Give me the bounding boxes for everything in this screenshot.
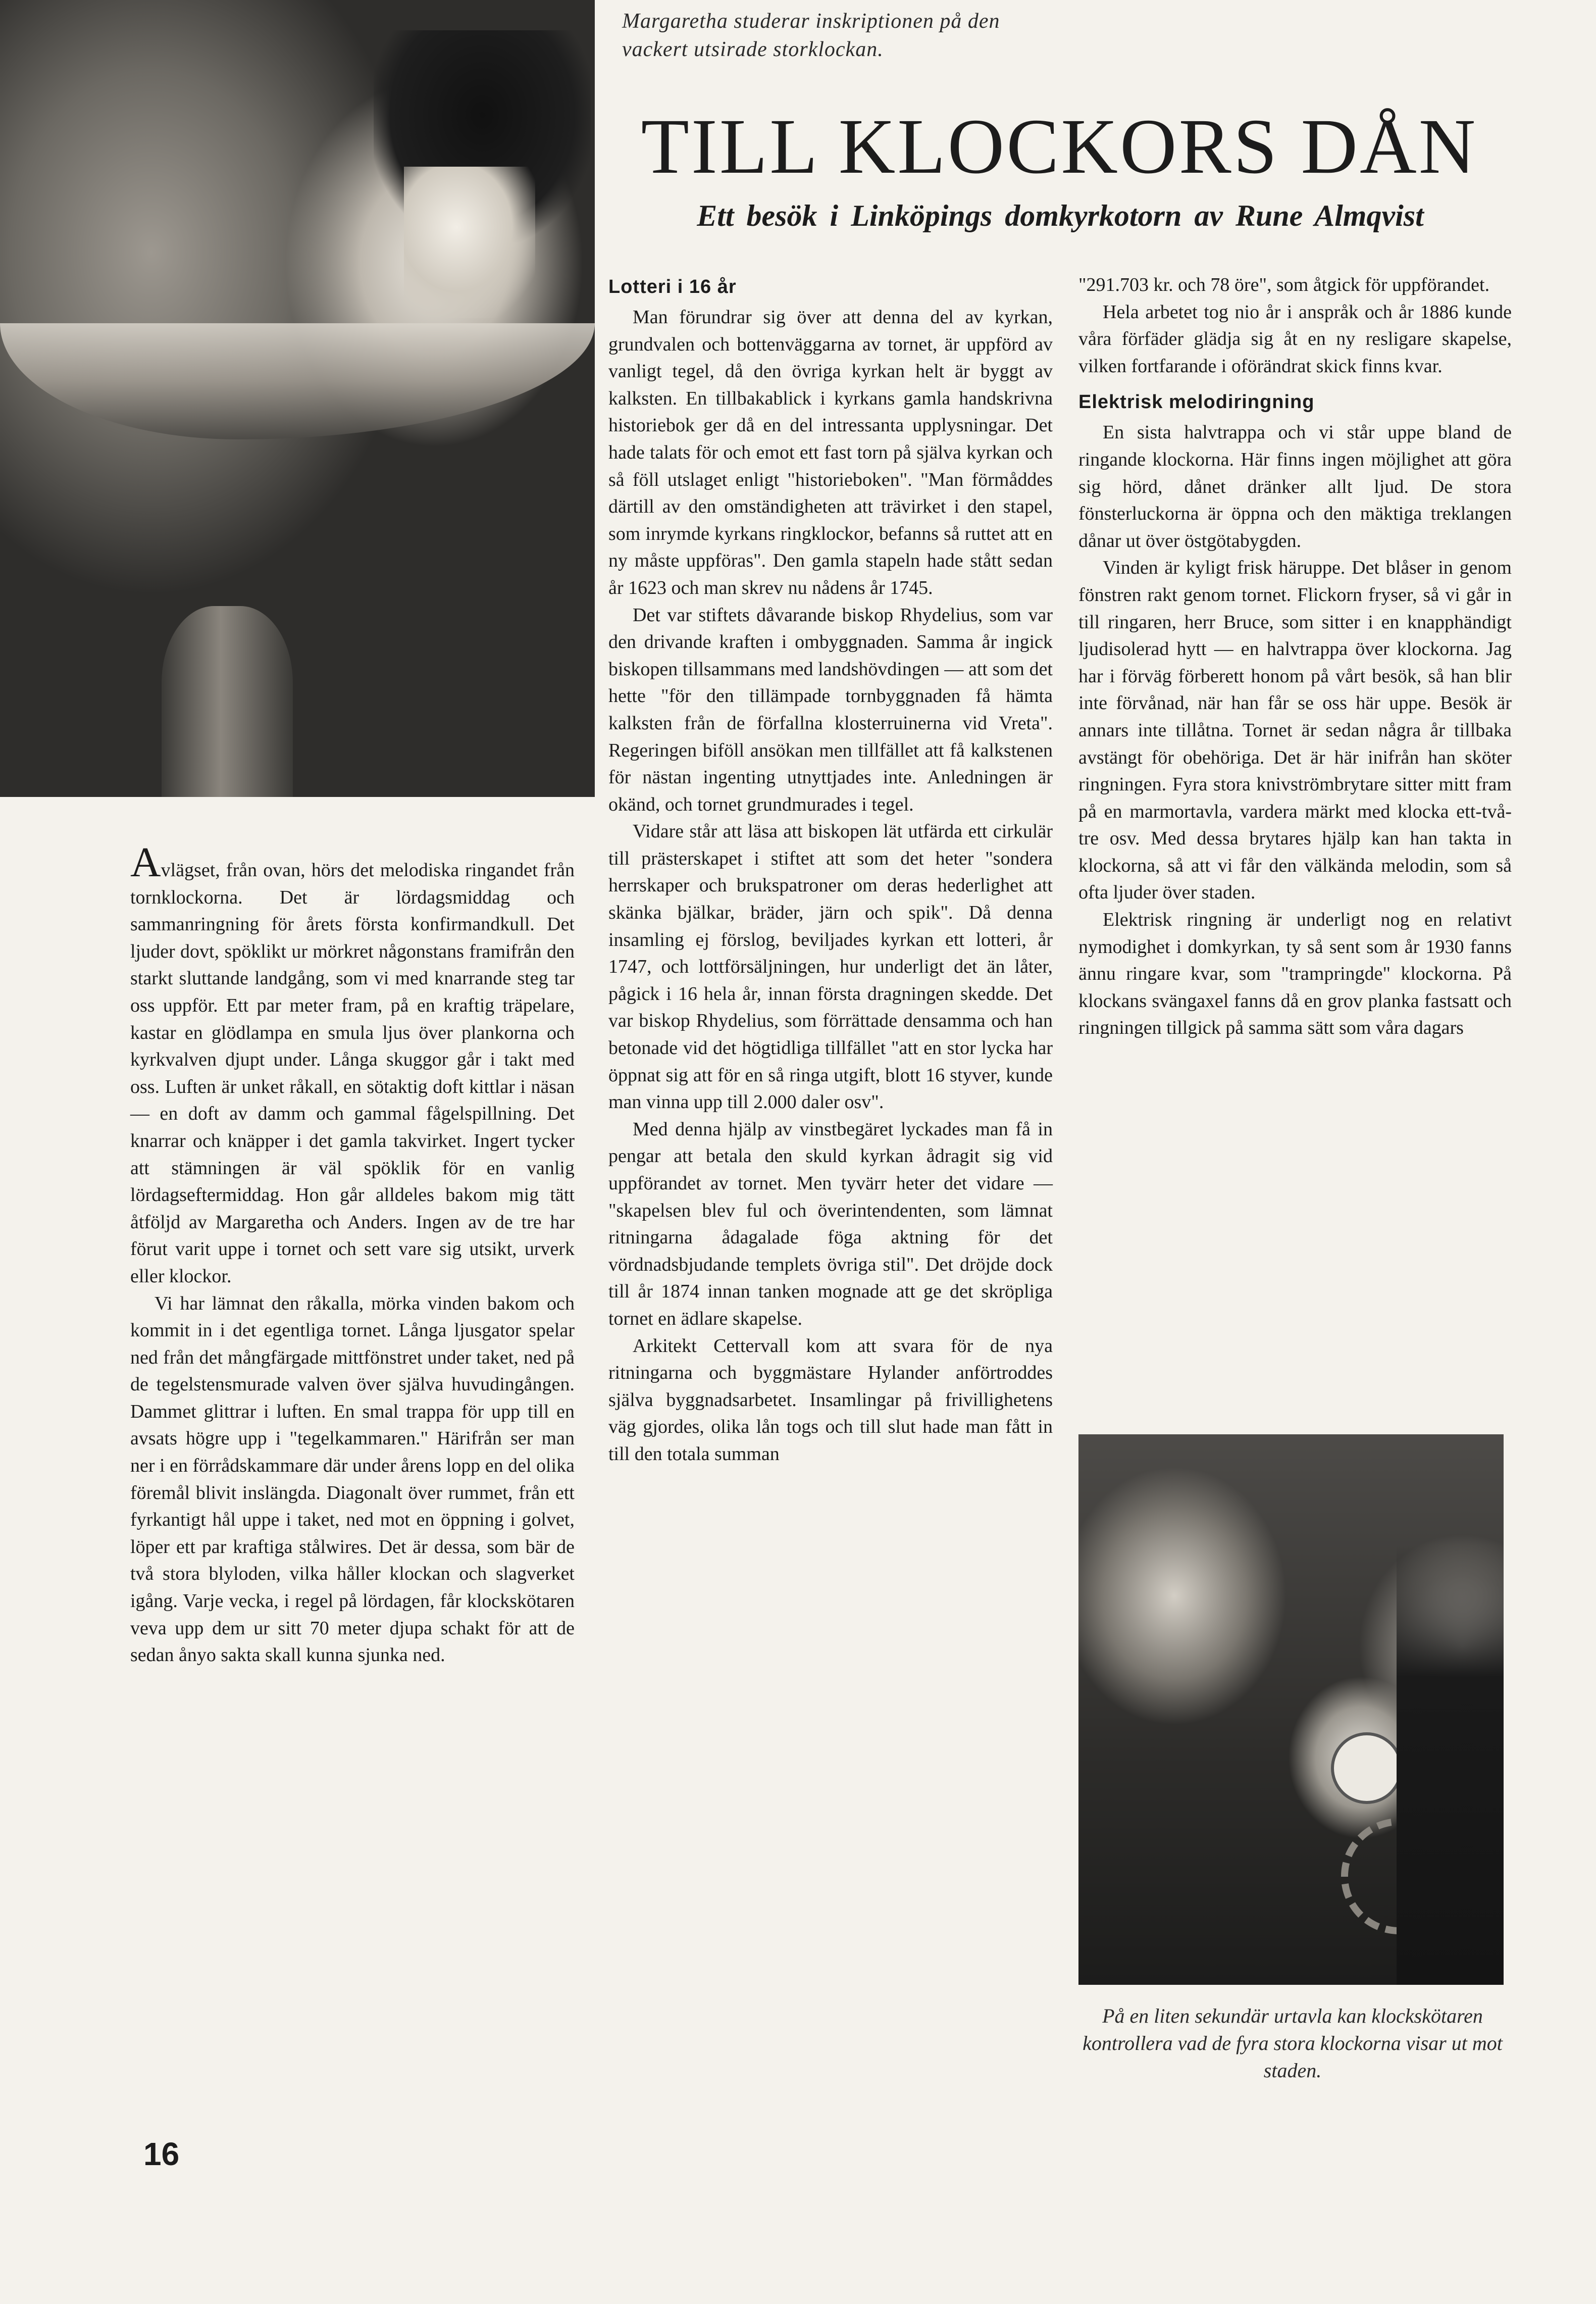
article-title: TILL KLOCKORS DÅN bbox=[641, 103, 1478, 190]
column-3 bbox=[1078, 272, 1512, 1042]
bell-clapper bbox=[162, 606, 293, 797]
paragraph: En sista halvtrappa och vi står uppe bland de ringande klockorna. Här finns ingen möjlighet att göra sig hörd, dånet dränker allt ljud. De stora fönsterluckorna är öppna och den mäktiga treklangen dånar ut över östgötabygden. bbox=[1078, 422, 1512, 552]
article-subtitle: Ett besök i Linköpings domkyrkotorn av Rune Almqvist bbox=[697, 199, 1424, 232]
bell-inspection-photo bbox=[0, 0, 595, 797]
person-face bbox=[404, 167, 535, 318]
column-1 bbox=[130, 839, 575, 1669]
paragraph: Vinden är kyligt frisk häruppe. Det blåser in genom fönstren rakt genom tornet. Flickorn fryser, så vi går in till ringaren, herr Bruce, som sitter i en knapphändigt ljudisolerad hytt — en halvtrappa över klockorna. Jag har i förväg förberett honom på vårt besök, så han blir inte förvånad, när han får se oss här uppe. Besök är annars inte tillåtna. Tornet är sedan några år tillbaka avstängt för obehöriga. Det är här inifrån han sköter ringningen. Fyra stora knivströmbrytare sitter mitt fram på en marmortavla, vardera märkt med klocka ett-två-tre osv. Med dessa brytares hjälp kan han takta in klockorna, så att vi får den välkända melodin, som så ofta ljuder över staden. bbox=[1078, 557, 1512, 904]
intro-text: vlägset, från ovan, hörs det melodiska ringandet från tornklockorna. Det är lördagsmiddag och sammanringning för årets första konfirmandkull. Det ljuder dovt, spöklikt ur mörkret någonstans framifrån den starkt sluttande landgång, som vi med knarrande steg tar oss uppför. Ett par meter fram, på en kraftig träpelare, kastar en glödlampa en smula ljus över plankorna och kyrkvalven djupt under. Långa skuggor går i takt med oss. Luften är unket råkall, en sötaktig doft kittlar i näsan — en doft av damm och gammal fågelspillning. Det knarrar och knäpper i det gamla takvirket. Ingert tycker att stämningen är väl spöklik för en vanlig lördagseftermiddag. Hon går alldeles bakom mig tätt åtföljd av Margaretha och Anders. Ingen av de tre har förut varit uppe i tornet och sett vare sig utsikt, urverk eller klockor. bbox=[130, 860, 575, 1287]
bell-rim bbox=[0, 323, 595, 439]
paragraph: Man förundrar sig över att denna del av kyrkan, grundvalen och bottenväggarna av tornet, är uppförd av vanligt tegel, då den övriga kyrkan helt är byggt av kalksten. En tillbakablick i kyrkans gamla handskrivna historiebok ger då en del intressanta upplysningar. Det hade talats för och emot ett fast torn på själva kyrkan och så föll utslaget enligt "historieboken". "Man förmåddes därtill av den omständigheten att trävirket i den stapel, som inrymde kyrkans ringklockor, befanns så ruttet att en ny måste uppföras". Den gamla stapeln hade stått sedan år 1623 och man skrev nu nådens år 1745. bbox=[608, 307, 1053, 598]
section-heading-lotteri: Lotteri i 16 år bbox=[608, 276, 737, 297]
paragraph: Hela arbetet tog nio år i anspråk och år 1886 kunde våra förfäder glädja sig åt en ny resligare skapelse, vilken fortfarande i oförändrat skick finns kvar. bbox=[1078, 301, 1512, 377]
bell-keeper-figure bbox=[1397, 1545, 1504, 1985]
paragraph: Vi har lämnat den råkalla, mörka vinden bakom och kommit in i det egentliga tornet. Långa ljusgator spelar ned från det mångfärgade mittfönstret under taket, ned på de tegelstensmurade valven över själva huvudingången. Dammet glittrar i luften. En smal trappa för upp till en avsats högre upp i "tegelkammaren." Härifrån ser man ner i en förrådskammare där under årens lopp en del olika föremål blivit inslängda. Diagonalt över rummet, från ett fyrkantigt hål uppe i taket, ned mot en öppning i golvet, löper ett par kraftiga stålwires. Det är dessa, som bär de två stora blyloden, vilka håller klockan och slagverket igång. Varje vecka, i regel på lördagen, får klockskötaren veva upp dem ur sitt 70 meter djupa schakt för att de sedan ånyo sakta skall kunna sjunka ned. bbox=[130, 1292, 575, 1666]
clock-mechanism-photo bbox=[1078, 1434, 1504, 1985]
intro-paragraph bbox=[130, 839, 575, 1290]
paragraph: "291.703 kr. och 78 öre", som åtgick för uppförandet. bbox=[1078, 274, 1490, 295]
column-2 bbox=[608, 272, 1053, 1468]
paragraph: Vidare står att läsa att biskopen lät utfärda ett cirkulär till prästerskapet i stiftet att som det heter "sondera herrskaper och brukspatroner om deras hederlighet att skänka bjälkar, bräder, järn och spik". Då denna insamling ej förslog, beviljades kyrkan ett lotteri, år 1747, och lottförsäljningen, hur underligt det än låter, pågick i 16 hela år, innan första dragningen skedde. Det var biskop Rhydelius, som förrättade densamma och han betonade vid det högtidliga tillfället "att en stor lycka har öppnat sig att för en så ringa utgift, blott 16 styver, kunde man vinna upp till 2.000 daler osv". bbox=[608, 821, 1053, 1113]
page-number: 16 bbox=[143, 2136, 180, 2172]
paragraph: Arkitekt Cettervall kom att svara för de nya ritningarna och byggmästare Hylander anförtroddes själva byggnadsarbetet. Insamlingar på frivillighetens väg gjordes, olika lån togs och till slut hade man fått in till den totala summan bbox=[608, 1335, 1053, 1465]
paragraph: Elektrisk ringning är underligt nog en relativt nymodighet i domkyrkan, ty så sent som år 1930 fanns ännu ringare kvar, som "trampringde" klockorna. På klockans svängaxel fanns då en grov planka fastsatt och ringningen tillgick på samma sätt som våra dagars bbox=[1078, 909, 1512, 1039]
section-heading-elektrisk: Elektrisk melodiringning bbox=[1078, 391, 1315, 413]
paragraph: Med denna hjälp av vinstbegäret lyckades man få in pengar att betala den skuld kyrkan ådragit sig vid uppförandet av tornet. Men tyvärr heter det vidare — "skapelsen blev ful och överintendenten, som lämnat ritningarna ådagalade föga aktning för det vördnadsbjudande templets övriga stil". Det dröjde dock till år 1874 innan tanken mognade att ge det skröpliga tornet en ädlare skapelse. bbox=[608, 1118, 1053, 1329]
drop-cap: A bbox=[130, 839, 161, 886]
secondary-clock-dial bbox=[1331, 1732, 1403, 1804]
top-photo-caption: Margaretha studerar inskriptionen på den vackert utsirade storklockan. bbox=[622, 10, 1000, 61]
paragraph: Det var stiftets dåvarande biskop Rhydelius, som var den drivande kraften i ombyggnaden. Samma år ingick biskopen tillsammans med landshövdingen — att som det hette "för den tillämpade tornbyggnaden få hämta kalksten från de förfallna klosterruinerna vid Vreta". Regeringen biföll ansökan men tillfället att få kalkstenen för nästan ingenting utnyttjades inte. Anledningen är okänd, och tornet grundmurades i tegel. bbox=[608, 604, 1053, 815]
bottom-photo-caption: På en liten sekundär urtavla kan klockskötaren kontrollera vad de fyra stora klockorna visar ut mot staden. bbox=[1083, 2005, 1503, 2082]
